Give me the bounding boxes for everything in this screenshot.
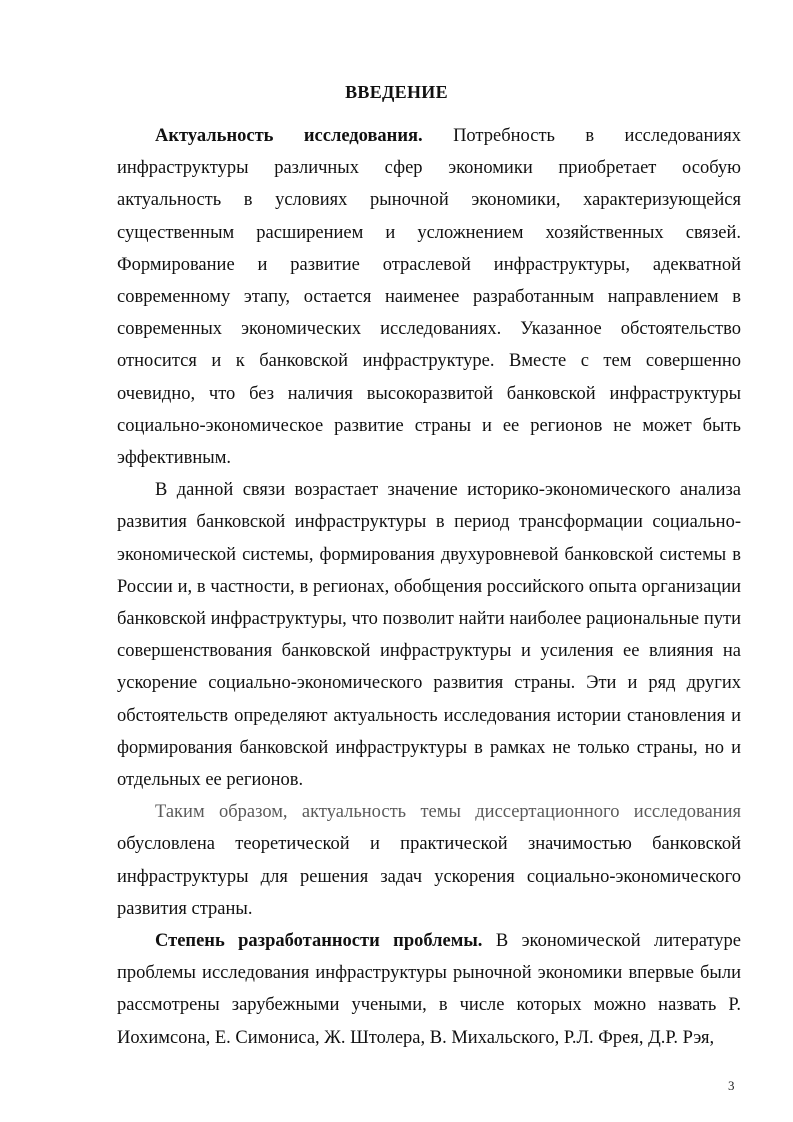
paragraph-text: обусловлена теоретической и практической значимостью банковской инфраструктуры для решения задач ускорения социально-экономического развития страны. (117, 834, 741, 919)
paragraph-text: В экономической литературе проблемы исследования инфраструктуры рыночной экономики впервые были рассмотрены зарубежными учеными, в числе которых можно назвать Р. Иохимсона, Е. Симониса, Ж. Штолера, В. Михальского, Р.Л. Фрея, Д.Р. Рэя, (117, 931, 741, 1048)
paragraph-degree-of-development (117, 925, 741, 1054)
page-title: ВВЕДЕНИЕ (345, 82, 448, 102)
paragraph-text: Потребность в исследованиях инфраструктуры различных сфер экономики приобретает особую актуальность в условиях рыночной экономики, характеризующейся существенным расширением и усложнением хозяйственных связей. Формирование и развитие отраслевой инфраструктуры, адекватной современному этапу, остается наименее разработанным направлением в современных экономических исследованиях. Указанное обстоятельство относится и к банковской инфраструктуре. Вместе с тем совершенно очевидно, что без наличия высокоразвитой банковской инфраструктуры социально-экономическое развитие страны и ее регионов не может быть эффективным. (117, 126, 742, 469)
page-number: 3 (728, 1078, 735, 1093)
paragraph-relevance (117, 120, 741, 474)
paragraph-lead: Актуальность исследования. (155, 126, 423, 146)
paragraph-text: В данной связи возрастает значение историко-экономического анализа развития банковской инфраструктуры в период трансформации социально-экономической системы, формирования двухуровневой банковской системы в России и, в частности, в регионах, обобщения российского опыта организации банковской инфраструктуры, что позволит найти наиболее рациональные пути совершенствования банковской инфраструктуры и усиления ее влияния на ускорение социально-экономического развития страны. Эти и ряд других обстоятельств определяют актуальность исследования истории становления и формирования банковской инфраструктуры в рамках не только страны, но и отдельных ее регионов. (117, 480, 741, 791)
paragraph-conclusion (117, 796, 741, 925)
document-body (117, 120, 741, 1054)
paragraph-lead: Степень разработанности проблемы. (155, 931, 483, 952)
paragraph-faded-text: Таким образом, актуальность темы диссертационного исследования (155, 802, 741, 823)
paragraph-analysis (117, 474, 741, 796)
